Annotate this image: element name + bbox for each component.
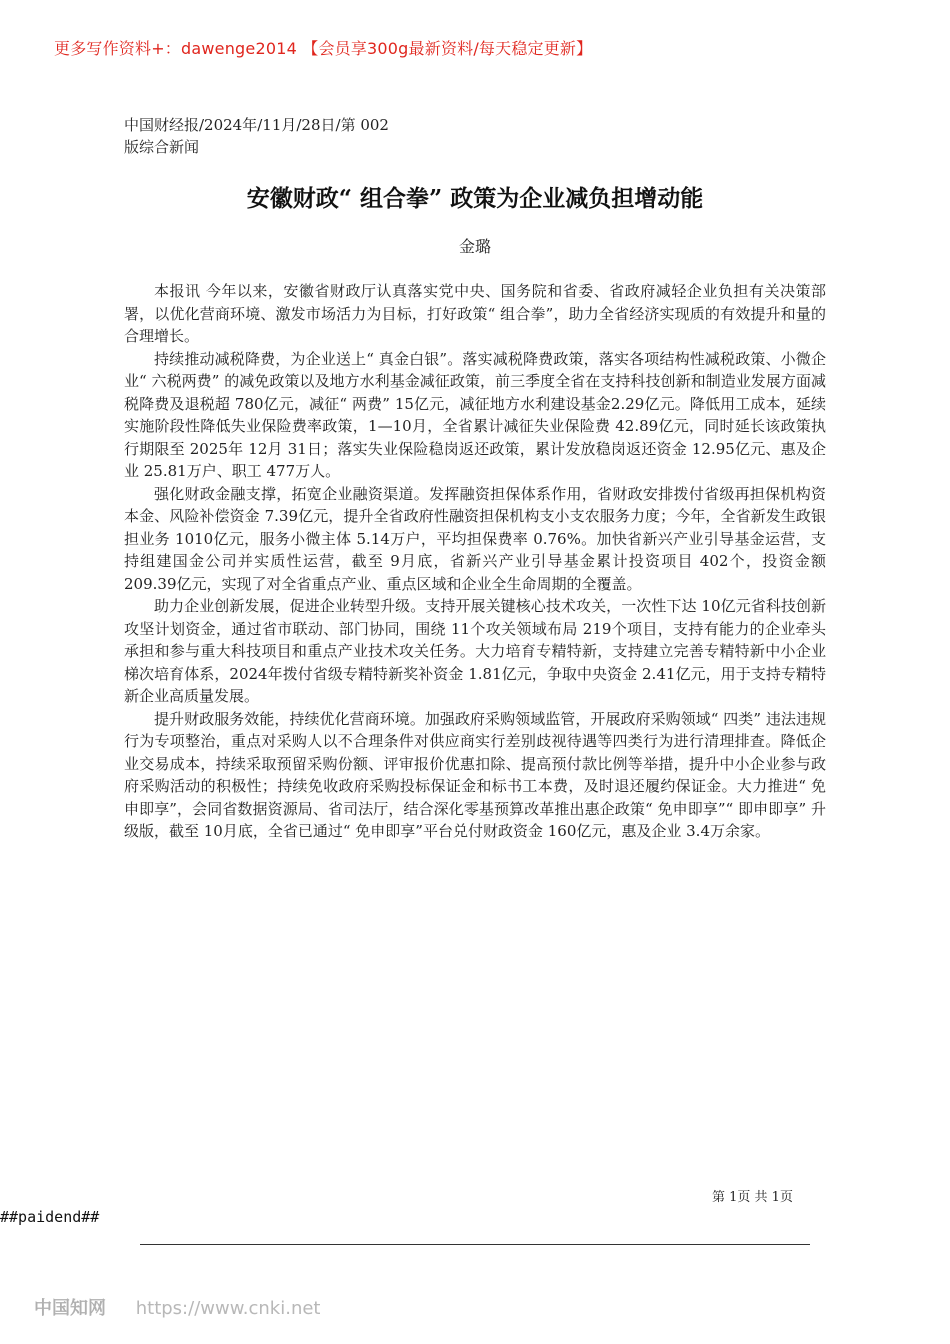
- cnki-logo: 中国知网: [34, 1298, 106, 1319]
- paragraph: 强化财政金融支撑，拓宽企业融资渠道。发挥融资担保体系作用，省财政安排拨付省级再担保机构资本金、风险补偿资金 7.39亿元，提升全省政府性融资担保机构支小支农服务力度；今年，全省新发生政银担业务 1010亿元，服务小微主体 5.14万户，平均担保费率 0.76%。加快省新兴产业引导基金运营，支持组建国金公司并实质性运营，截至 9月底，省新兴产业引导基金累计投资项目 402个，投资金额 209.39亿元，实现了对全省重点产业、重点区域和企业全生命周期的全覆盖。: [124, 484, 826, 593]
- source-line-2: 版综合新闻: [124, 138, 200, 156]
- source-line-1: 中国财经报/2024年/11月/28日/第 002: [124, 116, 389, 134]
- footer-divider: [140, 1244, 810, 1245]
- article-title: 安徽财政“ 组合拳” 政策为企业减负担增动能: [246, 185, 704, 212]
- article-body: [124, 280, 826, 843]
- source-line: [124, 114, 389, 158]
- paragraph: 持续推动减税降费，为企业送上“ 真金白银”。落实减税降费政策，落实各项结构性减税政策、小微企业“ 六税两费” 的减免政策以及地方水利基金减征政策，前三季度全省在支持科技创新和制造业发展方面减税降费及退税超 780亿元，减征“ 两费” 15亿元，减征地方水利建设基金2.29亿元。降低用工成本，延续实施阶段性降低失业保险费率政策，1—10月，全省累计减征失业保险费 42.89亿元，同时延长该政策执行期限至 2025年 12月 31日；落实失业保险稳岗返还政策，累计发放稳岗返还资金 12.95亿元、惠及企业 25.81万户、职工 477万人。: [124, 349, 826, 480]
- page-number: 第 1页 共 1页: [712, 1190, 793, 1205]
- article-author: 金璐: [458, 237, 491, 256]
- cnki-url[interactable]: https://www.cnki.net: [135, 1298, 321, 1319]
- paragraph: 助力企业创新发展，促进企业转型升级。支持开展关键核心技术攻关，一次性下达 10亿元省科技创新攻坚计划资金，通过省市联动、部门协同，围绕 11个攻关领域布局 219个项目，支持有能力的企业牵头承担和参与重大科技项目和重点产业技术攻关任务。大力培育专精特新，支持建立完善专精特新中小企业梯次培育体系，2024年拨付省级专精特新奖补资金 1.81亿元，争取中央资金 2.41亿元，用于支持专精特新企业高质量发展。: [124, 597, 826, 705]
- paragraph: 提升财政服务效能，持续优化营商环境。加强政府采购领域监管，开展政府采购领域“ 四类” 违法违规行为专项整治，重点对采购人以不合理条件对供应商实行差别歧视待遇等四类行为进行清理排查。降低企业交易成本，持续采取预留采购份额、评审报价优惠扣除、提高预付款比例等举措，提升中小企业参与政府采购活动的积极性；持续免收政府采购投标保证金和标书工本费，及时退还履约保证金。大力推进“ 免申即享”，会同省数据资源局、省司法厅，结合深化零基预算改革推出惠企政策“ 免申即享”“ 即申即享” 升级版，截至 10月底，全省已通过“ 免申即享”平台兑付财政资金 160亿元，惠及企业 3.4万余家。: [124, 709, 826, 840]
- promo-banner: 更多写作资料+：dawenge2014 【会员享300g最新资料/每天稳定更新】: [54, 39, 593, 58]
- paragraph: 本报讯 今年以来，安徽省财政厅认真落实党中央、国务院和省委、省政府减轻企业负担有关决策部署，以优化营商环境、激发市场活力为目标，打好政策“ 组合拳”，助力全省经济实现质的有效提升和量的合理增长。: [124, 282, 826, 345]
- paid-end-marker: ##paidend##: [0, 1208, 100, 1226]
- cnki-footer: [34, 1294, 320, 1320]
